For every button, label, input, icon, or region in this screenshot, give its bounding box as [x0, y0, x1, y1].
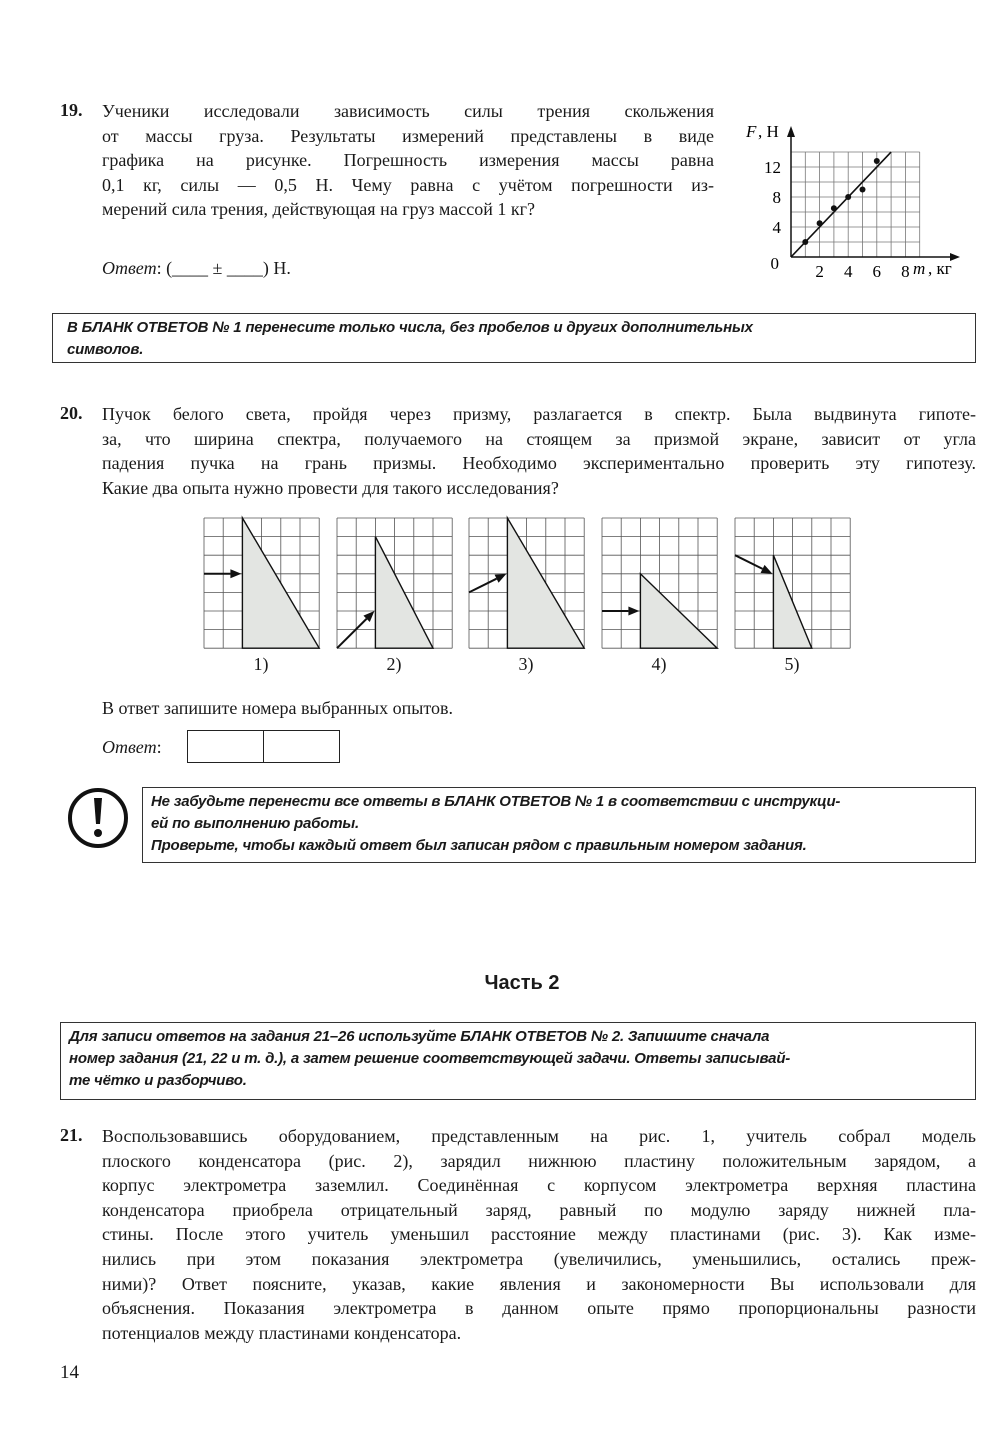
text-line: 0,1 кг, силы — 0,5 Н. Чему равна с учётом погрешности из-	[102, 174, 714, 195]
text-line: Воспользовавшись оборудованием, представленным на рис. 1, учитель собрал модель	[102, 1126, 976, 1146]
task-19-answer	[102, 256, 291, 281]
text-line: мерений сила трения, действующая на груз массой 1 кг?	[102, 199, 535, 220]
text-line: объяснения. Показания электрометра в данном опыте прямо пропорциональны разности	[102, 1298, 976, 1319]
x-axis-label-var: m	[913, 259, 926, 278]
y-tick-label: 4	[772, 218, 781, 237]
data-point	[874, 158, 880, 164]
prism-figure-3	[464, 513, 594, 653]
notice-answer-form-1	[52, 313, 976, 363]
figure-caption: 1)	[253, 654, 269, 674]
text-line: потенциалов между пластинами конденсатора.	[102, 1322, 462, 1343]
text-line: Пучок белого света, пройдя через призму, разлагается в спектр. Была выдвинута гипоте-	[102, 404, 976, 424]
arrow-icon	[230, 569, 241, 578]
arrow-icon	[628, 607, 639, 616]
prism-figure-1	[199, 513, 329, 653]
page-number: 14	[60, 1362, 79, 1383]
text-line: от массы груза. Результаты измерений представлены в виде	[102, 125, 714, 146]
prism-figure-2	[332, 513, 462, 653]
part-2-title: Часть 2	[484, 972, 560, 994]
x-axis-label-unit: , кг	[928, 259, 952, 278]
notice-answer-form-2	[60, 1022, 976, 1100]
task-20-answer-label: Ответ:	[102, 737, 162, 757]
x-tick-label: 2	[815, 262, 824, 281]
task-19-text	[102, 99, 714, 222]
data-point	[802, 239, 808, 245]
text-line: Какие два опыта нужно провести для такого исследования?	[102, 477, 559, 498]
task-20-number: 20.	[60, 403, 83, 423]
text-line: конденсатора приобрела отрицательный заряд, равный по модулю заряду нижней пла-	[102, 1199, 976, 1220]
task-20-instruction: В ответ запишите номера выбранных опытов.	[102, 698, 453, 718]
task-20-answer-boxes	[187, 730, 340, 763]
text-line: ей по выполнению работы.	[151, 815, 359, 832]
text-line: Проверьте, чтобы каждый ответ был записан рядом с правильным номером задания.	[151, 837, 807, 854]
data-point	[831, 205, 837, 211]
y-tick-label: 8	[772, 188, 781, 207]
light-ray	[735, 555, 763, 569]
light-ray	[337, 619, 367, 648]
text-line: Для записи ответов на задания 21–26 используйте БЛАНК ОТВЕТОВ № 2. Запишите сначала	[69, 1028, 770, 1045]
prism-figure-4	[597, 513, 727, 653]
text-line: символов.	[67, 341, 144, 358]
figure-caption: 3)	[518, 654, 534, 674]
text-line: за, что ширина спектра, получаемого на стоящем за призмой экране, зависит от угла	[102, 428, 976, 449]
y-tick-label: 12	[764, 158, 781, 177]
text-line: номер задания (21, 22 и т. д.), а затем решение соответствующей задачи. Ответы записывай-	[69, 1050, 791, 1067]
answer-label: Ответ	[102, 258, 157, 278]
y-axis-arrow-icon	[787, 126, 795, 137]
y-axis-label-unit: , Н	[758, 122, 779, 141]
text-line: графика на рисунке. Погрешность измерения массы равна	[102, 150, 714, 171]
text-line: В БЛАНК ОТВЕТОВ № 1 перенесите только числа, без пробелов и других дополнительных	[67, 319, 753, 336]
text-line: падения пучка на грань призмы. Необходимо экспериментально проверить эту гипотезу.	[102, 453, 976, 474]
text-line: стины. После этого учитель уменьшил расстояние между пластинами (рис. 3). Как изме-	[102, 1224, 976, 1245]
prism-figure-5	[730, 513, 860, 653]
y-axis-label-var: F	[746, 122, 757, 141]
task-21-text	[102, 1124, 976, 1345]
origin-label: 0	[770, 254, 779, 273]
data-point	[845, 194, 851, 200]
notice-transfer-answers	[142, 787, 976, 863]
text-line: Не забудьте перенести все ответы в БЛАНК ОТВЕТОВ № 1 в соответствии с инструкци-	[151, 793, 841, 810]
text-line: нились при этом показания электрометра (увеличились, уменьшились, остались преж-	[102, 1248, 976, 1269]
exclamation-circle-icon	[66, 786, 130, 850]
task-21-number: 21.	[60, 1125, 83, 1145]
answer-cell-1[interactable]	[188, 731, 264, 762]
text-line: корпус электрометра заземлил. Соединённая с корпусом электрометра верхняя пластина	[102, 1175, 976, 1196]
force-mass-graph	[730, 110, 990, 290]
text-line: те чётко и разборчиво.	[69, 1072, 247, 1089]
text-line: Ученики исследовали зависимость силы трения скольжения	[102, 101, 714, 121]
x-tick-label: 6	[872, 262, 882, 281]
x-tick-label: 8	[901, 262, 910, 281]
task-19-number: 19.	[60, 100, 83, 120]
figure-caption: 2)	[386, 654, 402, 674]
answer-template[interactable]: : (____ ± ____) Н.	[156, 258, 291, 278]
data-point	[860, 187, 866, 193]
answer-cell-2[interactable]	[264, 731, 339, 762]
text-line: плоского конденсатора (рис. 2), зарядил нижнюю пластину положительным зарядом, а	[102, 1150, 976, 1171]
figure-caption: 5)	[784, 654, 800, 674]
data-point	[817, 220, 823, 226]
x-tick-label: 4	[843, 262, 853, 281]
figure-caption: 4)	[651, 654, 667, 674]
task-20-text	[102, 402, 976, 500]
light-ray	[469, 579, 497, 593]
text-line: ними)? Ответ поясните, указав, какие явления и закономерности Вы использовали для	[102, 1273, 976, 1294]
